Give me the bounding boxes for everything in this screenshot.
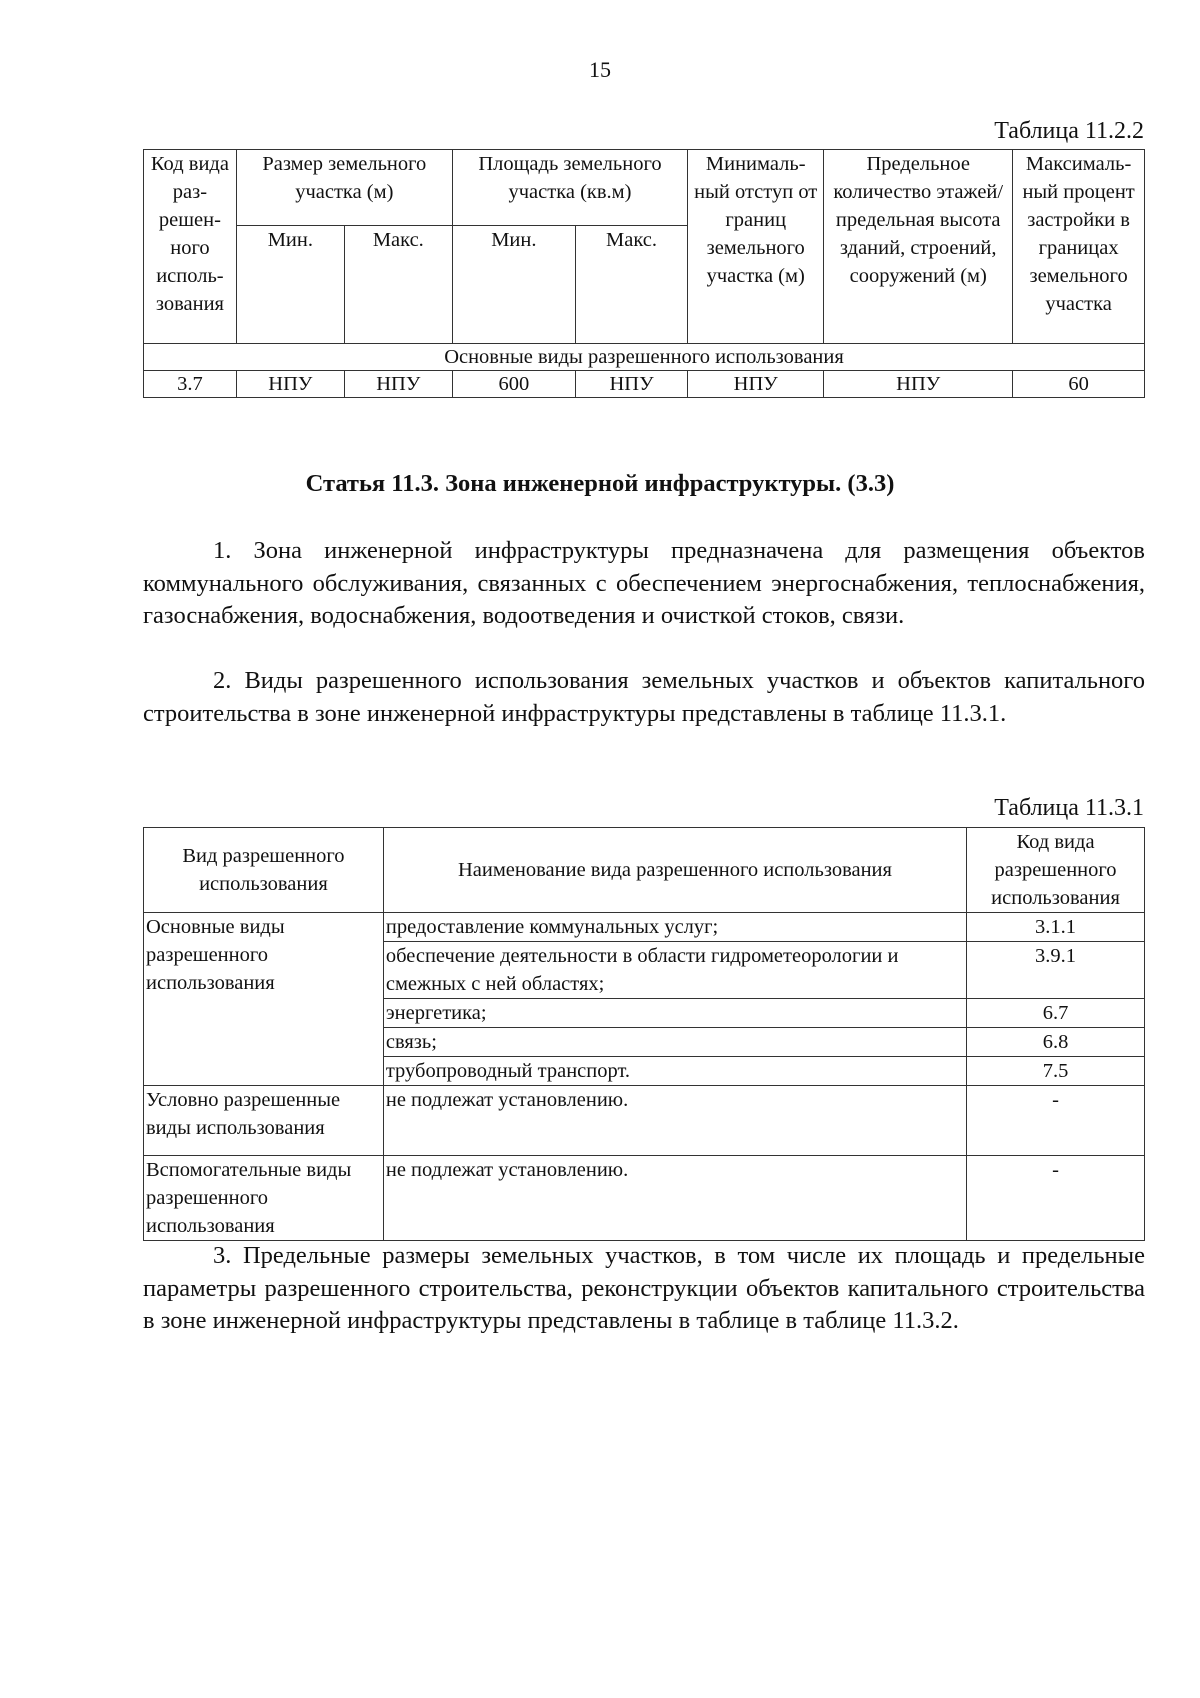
table-caption-11-2-2: Таблица 11.2.2 (994, 118, 1144, 144)
list-item: не подлежат установлению. (383, 1156, 966, 1241)
header-max-floors: Предельное количество этажей/ предельная высота зданий, строений, сооружений (м) (824, 150, 1013, 344)
table-cell: 600 (452, 371, 575, 398)
table-cell: НПУ (344, 371, 452, 398)
list-item: трубопроводный транспорт. (383, 1057, 966, 1086)
article-title: Статья 11.3. Зона инженерной инфраструктуры. (3.3) (305, 470, 895, 497)
header-code: Код вида раз-решен-ного исполь-зования (144, 150, 237, 344)
list-item-code: 3.1.1 (967, 913, 1145, 942)
list-item-code: 6.7 (967, 999, 1145, 1028)
paragraph-1: 1. Зона инженерной инфраструктуры предназначена для размещения объектов коммунального обслуживания, связанных с обеспечением энергоснабжения, теплоснабжения, газоснабжения, водоснабжения, водоотведения и очисткой стоков, связи. (143, 537, 1145, 629)
list-item: не подлежат установлению. (383, 1086, 966, 1156)
table-11-3-1 (143, 827, 1145, 1241)
list-item: обеспечение деятельности в области гидрометеорологии и смежных с ней областях; (383, 942, 966, 999)
header-plot-size: Размер земельного участка (м) (236, 150, 452, 226)
group-main-uses: Основные виды разрешенного использования (144, 913, 384, 1086)
group-auxiliary-uses: Вспомогательные виды разрешенного использования (144, 1156, 384, 1241)
header-plot-area: Площадь земельного участка (кв.м) (452, 150, 687, 226)
table-cell: НПУ (236, 371, 344, 398)
table-11-2-2 (143, 149, 1145, 398)
list-item-code: 6.8 (967, 1028, 1145, 1057)
header-area-max: Макс. (575, 226, 687, 344)
group-conditional-uses: Условно разрешенные виды использования (144, 1086, 384, 1156)
header-use-name: Наименование вида разрешенного использования (383, 828, 966, 913)
header-area-min: Мин. (452, 226, 575, 344)
list-item-code: 7.5 (967, 1057, 1145, 1086)
page-number: 15 (589, 57, 611, 82)
list-item: предоставление коммунальных услуг; (383, 913, 966, 942)
header-min-setback: Минималь-ный отступ от границ земельного участка (м) (688, 150, 824, 344)
list-item-code: - (967, 1086, 1145, 1156)
header-max-coverage: Максималь-ный процент застройки в границах земельного участка (1013, 150, 1145, 344)
table-caption-11-3-1: Таблица 11.3.1 (994, 795, 1144, 821)
header-use-type: Вид разрешенного использования (144, 828, 384, 913)
header-size-min: Мин. (236, 226, 344, 344)
table-cell: 3.7 (144, 371, 237, 398)
paragraph-3: 3. Предельные размеры земельных участков, в том числе их площадь и предельные параметры разрешенного строительства, реконструкции объектов капитального строительства в зоне инженерной инфраструктуры представлены в таблице в таблице 11.3.2. (143, 1242, 1145, 1334)
list-item: энергетика; (383, 999, 966, 1028)
section-main-uses: Основные виды разрешенного использования (144, 344, 1145, 371)
table-cell: НПУ (824, 371, 1013, 398)
table-cell: НПУ (688, 371, 824, 398)
table-cell: 60 (1013, 371, 1145, 398)
list-item: связь; (383, 1028, 966, 1057)
header-use-code: Код вида разрешенного использования (967, 828, 1145, 913)
list-item-code: - (967, 1156, 1145, 1241)
paragraph-2: 2. Виды разрешенного использования земельных участков и объектов капитального строительства в зоне инженерной инфраструктуры представлены в таблице 11.3.1. (143, 667, 1145, 727)
header-size-max: Макс. (344, 226, 452, 344)
list-item-code: 3.9.1 (967, 942, 1145, 999)
table-cell: НПУ (575, 371, 687, 398)
